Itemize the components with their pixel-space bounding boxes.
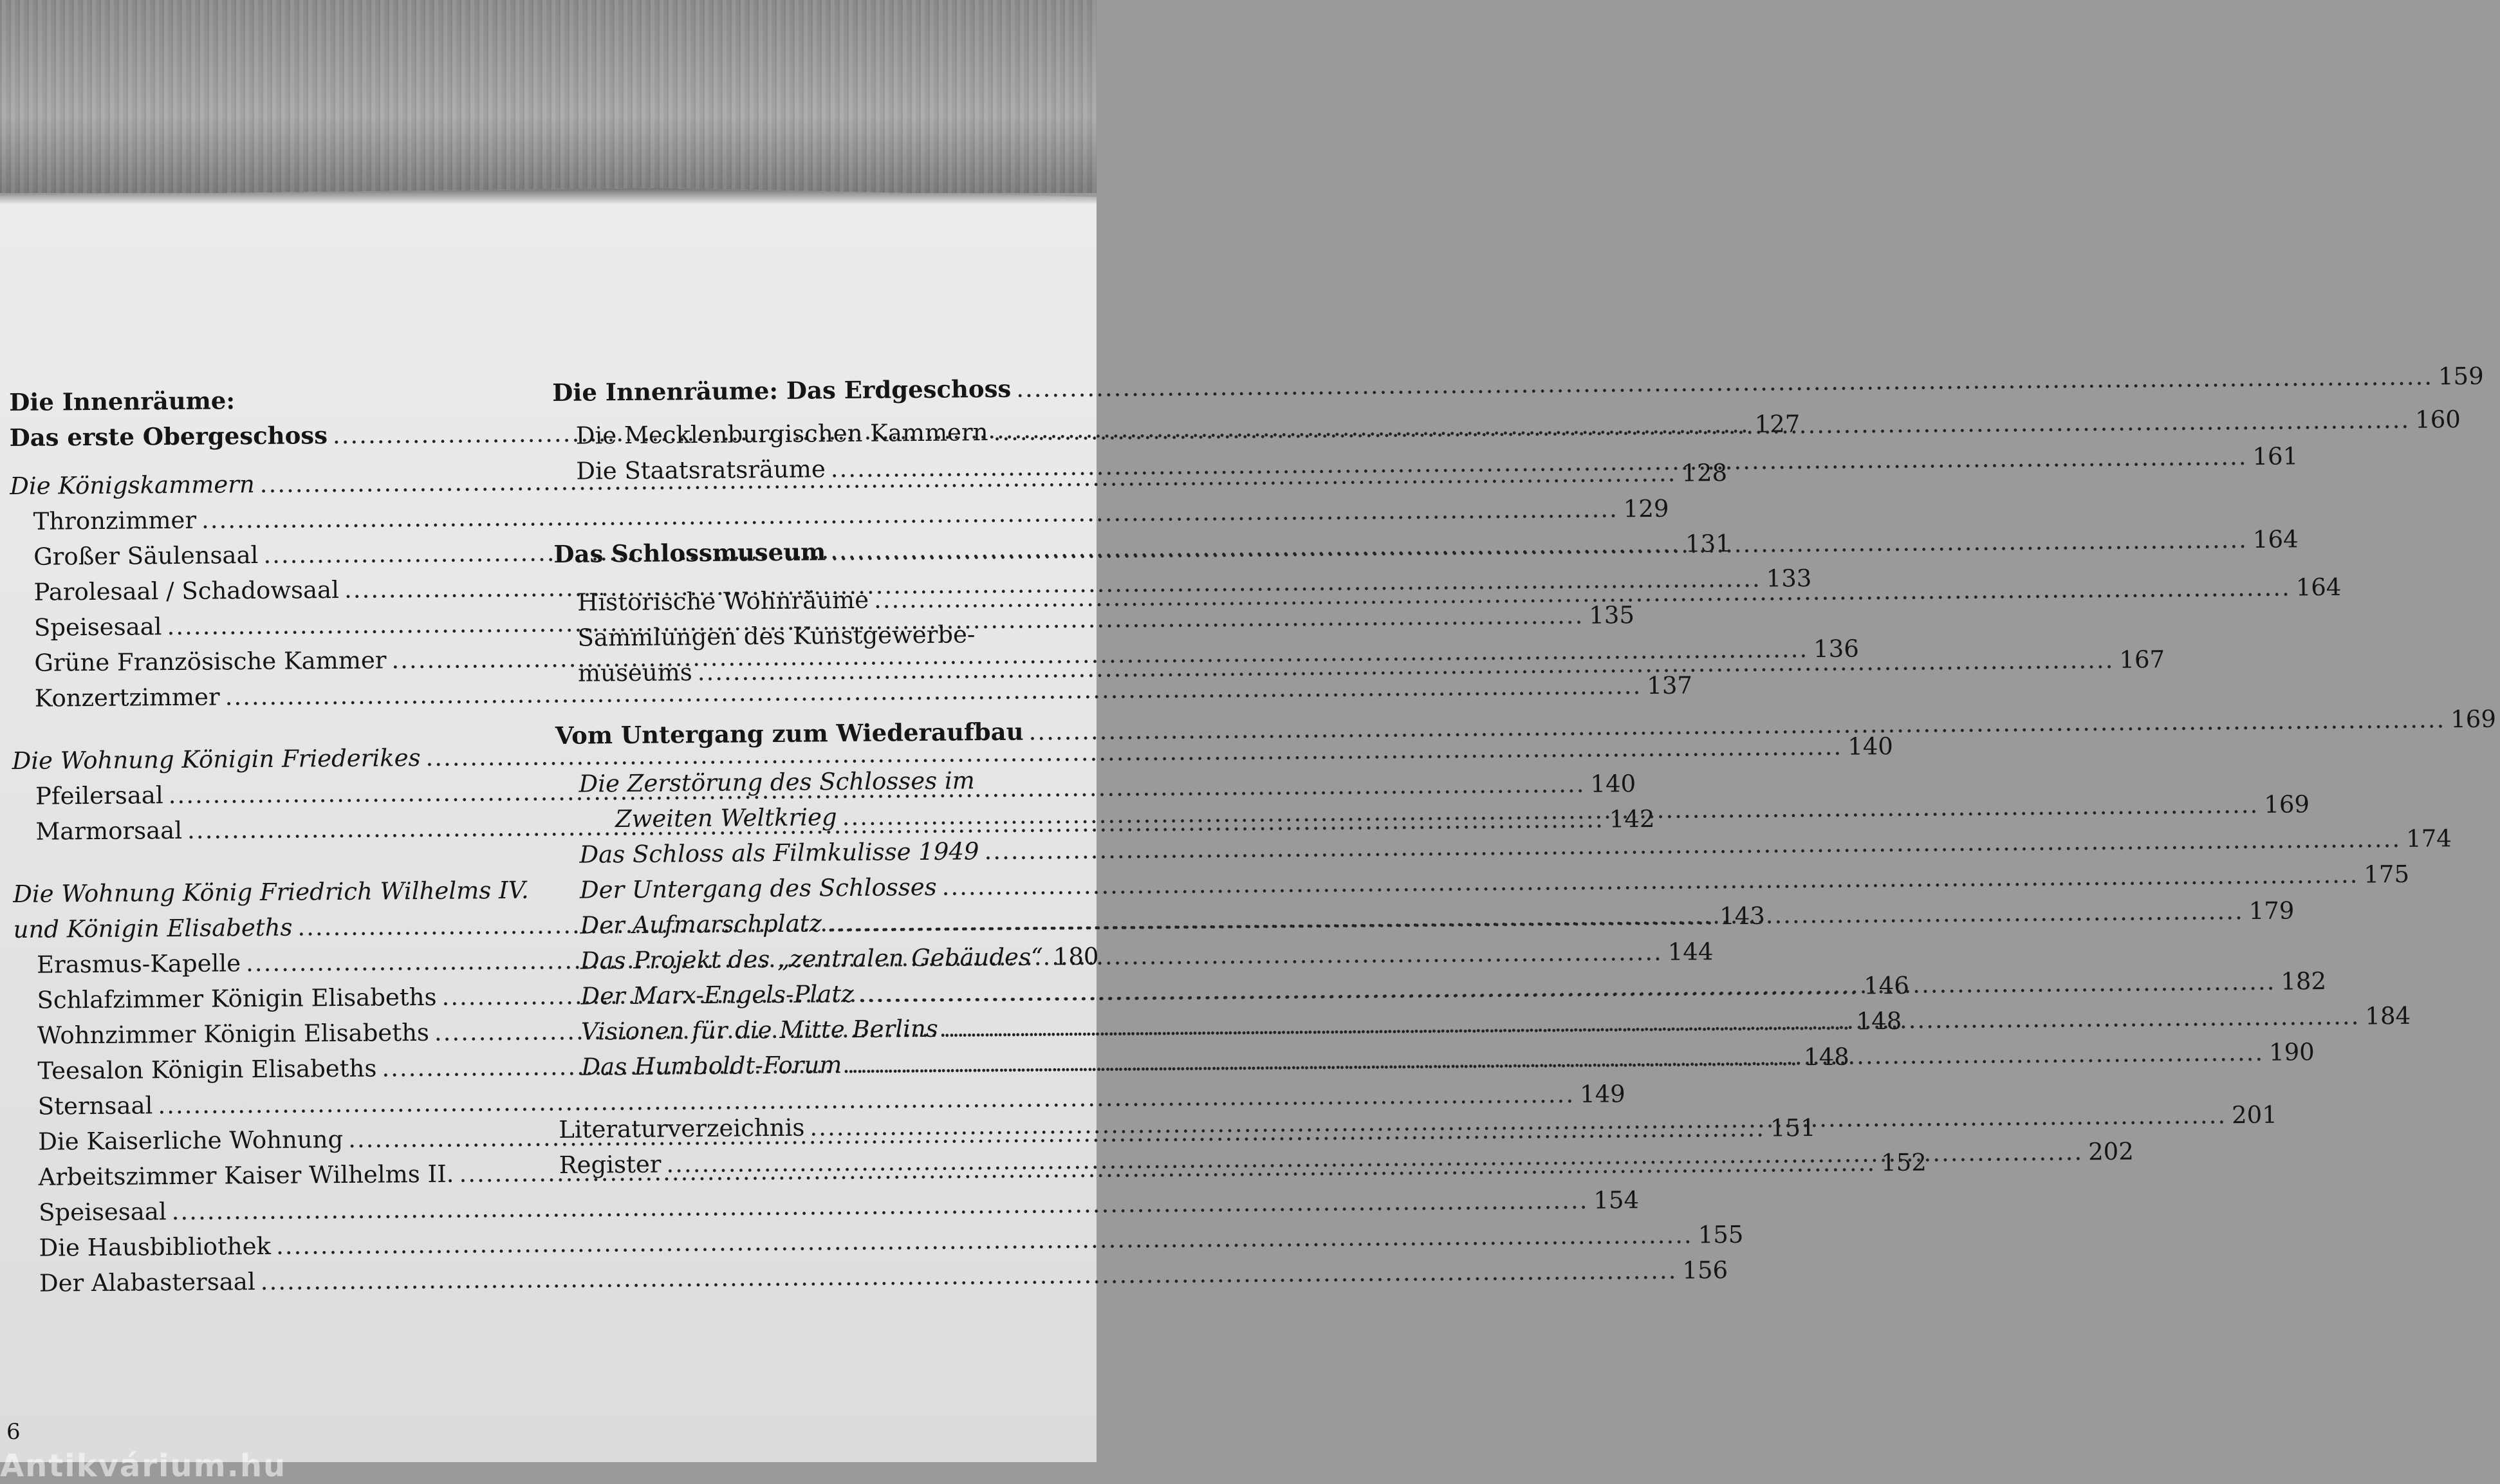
- toc-entry: [15, 1120, 523, 1160]
- toc-label: Parolesaal / Schadowsaal: [33, 572, 339, 610]
- toc-page-number: 127: [1754, 406, 1800, 442]
- toc-page-number: 135: [1589, 597, 1634, 633]
- toc-label: Der Aufmarschplatz: [580, 905, 822, 943]
- toc-entry: [15, 1227, 524, 1266]
- toc-label: Das Humboldt-Forum: [581, 1047, 842, 1085]
- toc-label: Die Staatsratsräume: [576, 451, 826, 488]
- toc-label: Die Wohnung Königin Friederikes: [12, 740, 420, 779]
- toc-section-entry: [557, 939, 1086, 979]
- toc-page-number: 149: [1580, 1076, 1625, 1112]
- toc-chapter-entry: [553, 532, 1082, 572]
- toc-label: museums: [578, 654, 692, 691]
- toc-entry: [15, 1156, 523, 1195]
- toc-page-number: 179: [2249, 893, 2295, 929]
- toc-right-column: [552, 371, 1088, 1183]
- toc-page-number: 156: [1682, 1252, 1728, 1288]
- toc-page-number: 137: [1647, 667, 1692, 703]
- toc-entry: [553, 449, 1082, 489]
- toc-label: Sternsaal: [38, 1088, 153, 1124]
- toc-page-number: 144: [1668, 934, 1714, 970]
- toc-section-entry: [557, 868, 1086, 908]
- toc-label: Thronzimmer: [33, 503, 196, 539]
- toc-appendix-entry: [559, 1143, 1088, 1183]
- toc-page-number: 180: [1053, 939, 1099, 975]
- toc-entry: [11, 606, 519, 645]
- toc-entry: [11, 642, 519, 681]
- toc-page-number: 154: [1593, 1182, 1639, 1218]
- toc-label: Zweiten Weltkrieg: [615, 799, 837, 837]
- toc-label: Das Schloss als Filmkulisse 1949: [579, 833, 979, 872]
- toc-label: Speisesaal: [34, 609, 162, 645]
- toc-label: Konzertzimmer: [35, 679, 220, 716]
- toc-label: Wohnzimmer Königin Elisabeths: [37, 1015, 429, 1053]
- section-title-line: Die Wohnung König Friedrich Wilhelms IV.: [13, 873, 521, 912]
- toc-page-number: 140: [1590, 766, 1636, 802]
- toc-section-entry: [558, 1045, 1087, 1085]
- toc-page-number: 155: [1698, 1217, 1744, 1253]
- toc-section-entry: [13, 908, 521, 947]
- toc-page-number: 161: [2252, 438, 2298, 474]
- toc-entry: [555, 651, 1084, 691]
- toc-page-number: 148: [1856, 1003, 1902, 1039]
- toc-label: Visionen für die Mitte Berlins: [581, 1011, 938, 1050]
- toc-label: Der Untergang des Schlosses: [580, 869, 937, 908]
- toc-label: Marmorsaal: [35, 813, 182, 849]
- toc-page-number: 151: [1770, 1110, 1816, 1146]
- toc-page-number: 164: [2253, 521, 2299, 557]
- toc-page-number: 159: [2438, 358, 2484, 394]
- toc-label: Speisesaal: [39, 1194, 167, 1230]
- toc-label: Vom Untergang zum Wiederaufbau: [555, 714, 1024, 754]
- toc-label: Das erste Obergeschoss: [9, 418, 328, 456]
- toc-entry: [12, 810, 521, 849]
- toc-label: Die Kaiserliche Wohnung: [38, 1122, 343, 1160]
- toc-page-number: 136: [1813, 631, 1859, 667]
- toc-entry: [553, 414, 1082, 454]
- watermark: Antikvárium.hu: [0, 1448, 286, 1462]
- toc-page-number: 169: [2264, 786, 2310, 822]
- toc-page-number: 174: [2406, 821, 2452, 857]
- toc-label: Erasmus-Kapelle: [37, 945, 241, 982]
- toc-section-entry: [557, 904, 1086, 943]
- toc-label: Pfeilersaal: [35, 777, 163, 814]
- toc-page-number: 142: [1609, 801, 1655, 837]
- toc-entry: [15, 1191, 524, 1230]
- toc-section-entry: [558, 1010, 1087, 1050]
- toc-left-column: [9, 381, 524, 1301]
- toc-page-number: 190: [2269, 1034, 2315, 1070]
- toc-section-entry: [12, 739, 520, 779]
- toc-entry: [14, 1050, 523, 1089]
- toc-page-number: 201: [2232, 1097, 2277, 1133]
- toc-entry: [14, 943, 522, 983]
- toc-label: Schlafzimmer Königin Elisabeths: [37, 979, 436, 1018]
- toc-appendix-entry: [559, 1108, 1088, 1147]
- leader-dots: [1028, 701, 2445, 749]
- toc-page-number: 143: [1719, 898, 1765, 934]
- toc-page-number: 128: [1681, 455, 1727, 491]
- toc-label: Literaturverzeichnis: [559, 1110, 805, 1147]
- toc-label: Das Schlossmuseum: [553, 534, 826, 572]
- toc-label: Die Hausbibliothek: [39, 1229, 271, 1266]
- page-number: 6: [6, 1419, 21, 1445]
- toc-section-entry: [556, 797, 1085, 837]
- toc-page-number: 202: [2088, 1134, 2134, 1170]
- toc-entry: [16, 1262, 524, 1301]
- toc-page-number: 164: [2296, 570, 2342, 606]
- chapter-title-line: Die Innenräume:: [9, 381, 517, 420]
- toc-entry: [14, 979, 522, 1018]
- toc-entry: [12, 677, 520, 716]
- toc-section-entry: [557, 974, 1086, 1014]
- toc-page-number: 131: [1685, 526, 1731, 562]
- toc-section-entry: [556, 833, 1085, 873]
- toc-label: Die Königskammern: [10, 467, 255, 504]
- toc-page-number: 148: [1804, 1039, 1849, 1075]
- toc-chapter-entry: [555, 714, 1084, 754]
- toc-label: Historische Wohnräume: [577, 582, 869, 620]
- toc-entry: [10, 535, 519, 575]
- toc-label: Die Mecklenburgischen Kammern: [576, 414, 988, 454]
- toc-label: Der Marx-Engels-Platz: [580, 976, 854, 1014]
- toc-page-number: 184: [2365, 998, 2411, 1034]
- toc-label: Das Projekt des „zentralen Gebäudes“: [580, 939, 1043, 978]
- toc-page-number: 140: [1847, 728, 1893, 765]
- toc-page-number: 182: [2281, 963, 2326, 999]
- toc-label: Register: [559, 1147, 661, 1183]
- toc-label-line: Sammlungen des Kunstgewerbe-: [554, 616, 1083, 656]
- toc-label: Grüne Französische Kammer: [34, 642, 386, 680]
- toc-page-number: 175: [2364, 857, 2409, 893]
- toc-page-number: 152: [1881, 1145, 1927, 1181]
- toc-entry: [14, 1014, 523, 1053]
- toc-chapter-entry: [9, 416, 517, 456]
- toc-label: Großer Säulensaal: [33, 537, 259, 575]
- toc-label: Arbeitszimmer Kaiser Wilhelms II.: [38, 1156, 454, 1195]
- toc-label: Der Alabastersaal: [39, 1264, 255, 1301]
- toc-label: Die Innenräume: Das Erdgeschoss: [552, 371, 1012, 411]
- toc-page-number: 160: [2415, 402, 2461, 438]
- toc-label: Teesalon Königin Elisabeths: [37, 1051, 376, 1089]
- toc-page-number: 169: [2450, 701, 2496, 737]
- toc-chapter-entry: [552, 371, 1081, 411]
- toc-page-number: 167: [2119, 642, 2165, 678]
- toc-entry: [554, 580, 1083, 620]
- leader-dots: [1016, 358, 2433, 406]
- section-title-line: Die Zerstörung des Schlosses im: [555, 762, 1084, 802]
- toc-entry: [10, 571, 519, 610]
- toc-section-entry: [10, 465, 518, 504]
- toc-entry: [15, 1085, 523, 1124]
- toc-page-number: 129: [1624, 491, 1669, 527]
- toc-page-number: 146: [1864, 968, 1909, 1004]
- toc-entry: [12, 775, 521, 814]
- toc-entry: [10, 500, 518, 539]
- toc-label: und Königin Elisabeths: [13, 910, 292, 947]
- desk-background: [0, 0, 1097, 193]
- toc-page-number: 133: [1766, 561, 1811, 597]
